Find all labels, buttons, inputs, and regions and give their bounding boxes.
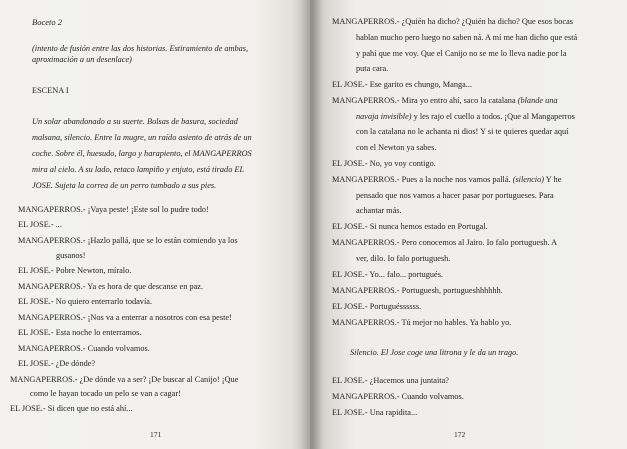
dialogue-line: MANGAPERROS.- ¡Nos va a enterrar a nosotros con esa peste!: [18, 313, 232, 322]
dialogue-line: EL JOSE.- Yo... falo... portugués.: [332, 270, 444, 279]
dialogue-line: [356, 112, 575, 122]
dialogue-line: EL JOSE.- No quiero enterrarlo todavía.: [18, 297, 153, 306]
dialogue-line: EL JOSE.- ¿Hacemos una juntaita?: [332, 376, 449, 385]
dialogue-suffix: y les rajo el cuello a todos. ¡Que al Mangaperros: [411, 112, 575, 121]
stage-aside: (silencio): [512, 175, 545, 184]
dialogue-line: [332, 175, 561, 185]
stage-line-3: coche. Sobre él, huesudo, largo y harapiento, el MANGAPERROS: [32, 149, 252, 158]
dialogue-line: pensado que nos vamos a hacer pasar por portugueses. Para: [356, 191, 554, 200]
dialogue-line: MANGAPERROS.- ¿De dónde va a ser? ¡De buscar al Canijo! ¡Que: [10, 375, 239, 384]
dialogue-line: MANGAPERROS.- ¡Vaya peste! ¡Este sol lo pudre todo!: [18, 205, 209, 214]
dialogue-line: hablan mucho pero luego no saben ná. A mí me han dicho que está: [356, 33, 578, 42]
dialogue-line: EL JOSE.- Ese garito es chungo, Manga...: [332, 80, 473, 89]
stage-aside: navaja invisible): [356, 112, 412, 121]
dialogue-line: EL JOSE.- Si dicen que no está ahí...: [10, 404, 133, 413]
dialogue-line: EL JOSE.- Una rapidita...: [332, 408, 418, 417]
dialogue-line: MANGAPERROS.- ¡Hazlo pallá, que se lo están comiendo ya los: [18, 236, 238, 245]
page-number-right: 172: [454, 430, 466, 439]
dialogue-line: con la catalana no le achanta ni dios! Y si te quieres quedar aquí: [356, 127, 569, 136]
dialogue-line: MANGAPERROS.- Tú mejor no hables. Ya hablo yo.: [332, 318, 512, 327]
dialogue-line: MANGAPERROS.- Cuando volvamos.: [18, 344, 150, 353]
dialogue-line: MANGAPERROS.- Ya es hora de que descanse en paz.: [18, 282, 204, 291]
dialogue-prefix: MANGAPERROS.- Mira yo entro ahí, saco la catalana: [332, 96, 518, 105]
sketch-heading: Boceto 2: [32, 17, 62, 27]
dialogue-line: [332, 96, 558, 106]
stage-direction: Silencio. El Jose coge una litrona y le da un trago.: [350, 348, 519, 357]
stage-aside: (blande una: [517, 96, 558, 105]
dialogue-line: gusanos!: [56, 251, 86, 260]
dialogue-line: puta cara.: [356, 64, 389, 73]
dialogue-line: ver, dilo. Io falo portuguesh.: [356, 254, 451, 263]
dialogue-line: EL JOSE.- ¿De dónde?: [18, 359, 96, 368]
dialogue-line: MANGAPERROS.- Portuguesh, portugueshhhhhh.: [332, 286, 503, 295]
dialogue-line: MANGAPERROS.- Cuando volvamos.: [332, 392, 464, 401]
intro-line-2: aproximación a un desenlace): [32, 55, 132, 64]
intro-line-1: (intento de fusión entre las dos historias. Estiramiento de ambas,: [32, 44, 249, 53]
left-page: [0, 0, 310, 449]
scene-title: ESCENA I: [32, 86, 69, 95]
page-number-left: 171: [150, 430, 162, 439]
dialogue-line: MANGAPERROS.- Pero conocemos al Jairo. Io falo portuguesh. A: [332, 238, 558, 247]
stage-line-2: malsana, silencio. Entre la mugre, un raído asiento de atrás de un: [32, 133, 252, 142]
dialogue-line: EL JOSE.- Si nunca hemos estado en Portugal.: [332, 222, 488, 231]
dialogue-suffix: Y he: [544, 175, 562, 184]
dialogue-line: como le hayan tocado un pelo se van a cagar!: [30, 389, 181, 398]
right-page: [310, 0, 627, 449]
dialogue-line: con el Newton ya sabes.: [356, 143, 437, 152]
dialogue-line: MANGAPERROS.- ¿Quién ha dicho? ¿Quién ha dicho? Que esos bocas: [332, 17, 574, 26]
stage-line-4: mira al cielo. A su lado, retaco lampiño y enjuto, está tirado EL: [32, 165, 245, 174]
dialogue-line: EL JOSE.- Esta noche lo enterramos.: [18, 328, 142, 337]
dialogue-line: y pahí que me voy. Que el Canijo no se me lo lleva nadie por la: [356, 49, 567, 58]
dialogue-line: EL JOSE.- Pobre Newton, míralo.: [18, 266, 132, 275]
stage-line-1: Un solar abandonado a su suerte. Bolsas de basura, sociedad: [32, 117, 238, 126]
dialogue-line: EL JOSE.- No, yo voy contigo.: [332, 159, 436, 168]
stage-line-5: JOSE. Sujeta la correa de un perro tumbado a sus pies.: [32, 181, 217, 190]
dialogue-line: EL JOSE.- ...: [18, 220, 62, 229]
dialogue-line: achantar más.: [356, 206, 402, 215]
dialogue-line: EL JOSE.- Portuguéssssss.: [332, 302, 422, 311]
dialogue-prefix: MANGAPERROS.- Pues a la noche nos vamos pallá.: [332, 175, 513, 184]
